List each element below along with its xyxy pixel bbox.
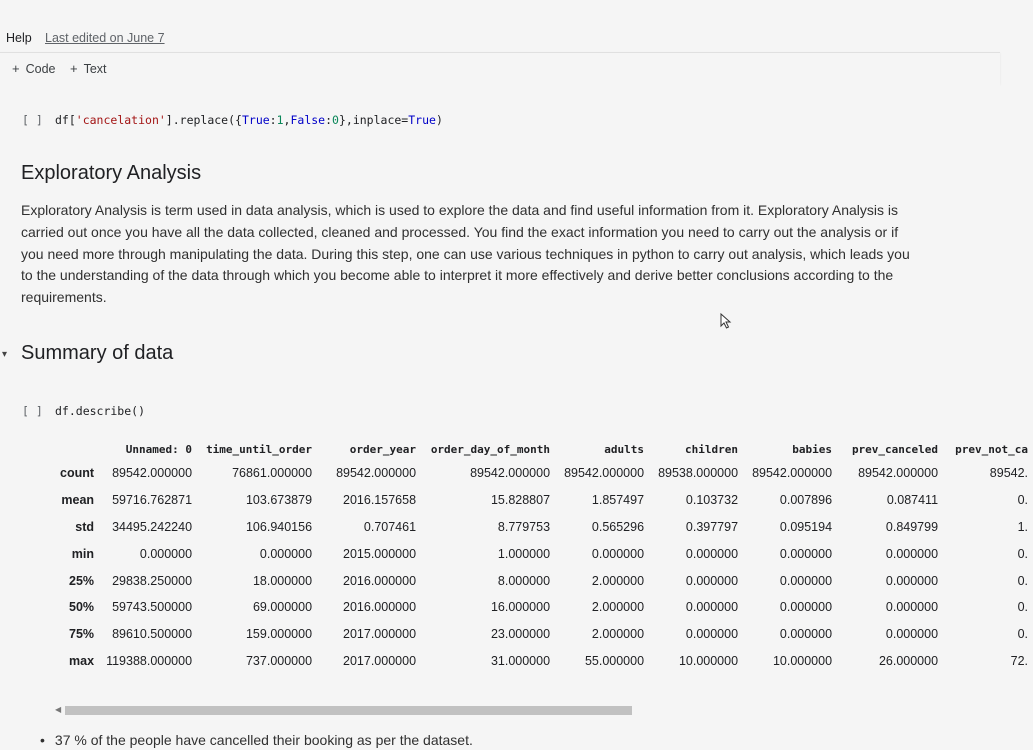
- row-label: 75%: [69, 627, 95, 642]
- table-cell: 89542.000000: [336, 466, 417, 481]
- add-code-button[interactable]: [12, 61, 55, 76]
- table-row: [55, 487, 1033, 514]
- notebook-main: [0, 83, 1029, 750]
- table-cell: 0.: [1017, 627, 1029, 642]
- table-cell: 55.000000: [584, 653, 645, 668]
- column-header: prev_not_ca: [955, 442, 1029, 456]
- table-row: [55, 540, 1033, 567]
- code-token: :: [325, 113, 333, 127]
- row-label: min: [71, 546, 95, 561]
- plus-icon: +: [70, 61, 78, 76]
- bullet-text: 37 % of the people have cancelled their booking as per the dataset.: [54, 732, 473, 748]
- table-cell: 89542.000000: [470, 466, 551, 481]
- table-cell: 31.000000: [490, 653, 551, 668]
- code-cell-describe[interactable]: [0, 404, 1000, 428]
- table-cell: 2015.000000: [343, 546, 417, 561]
- code-token-string: 'cancelation': [75, 113, 166, 127]
- table-cell: 72.: [1010, 653, 1029, 668]
- table-cell: 0.095194: [779, 519, 833, 534]
- table-cell: 59716.762871: [112, 493, 193, 508]
- table-cell: 0.000000: [259, 546, 313, 561]
- table-cell: 0.000000: [779, 627, 833, 642]
- table-cell: 8.779753: [497, 519, 551, 534]
- table-cell: 15.828807: [490, 493, 551, 508]
- horizontal-scrollbar[interactable]: [55, 704, 637, 716]
- table-cell: 0.849799: [885, 519, 939, 534]
- row-label: std: [75, 519, 95, 534]
- table-row: [55, 648, 1033, 675]
- table-cell: 2.000000: [591, 627, 645, 642]
- table-cell: 1.: [1017, 519, 1029, 534]
- table-cell: 0.000000: [685, 600, 739, 615]
- table-cell: 29838.250000: [112, 573, 193, 588]
- row-label: count: [60, 466, 95, 481]
- code-editor[interactable]: [55, 113, 443, 127]
- heading-exploratory-analysis: Exploratory Analysis: [21, 162, 202, 184]
- table-cell: 89542.000000: [752, 466, 833, 481]
- menu-help[interactable]: Help: [6, 31, 32, 45]
- row-label: mean: [61, 493, 95, 508]
- table-cell: 0.000000: [885, 573, 939, 588]
- menu-bar: [0, 0, 1000, 52]
- run-cell-button[interactable]: [ ]: [22, 113, 43, 127]
- table-cell: 2016.000000: [343, 600, 417, 615]
- table-cell: 2.000000: [591, 573, 645, 588]
- table-cell: 1.857497: [591, 493, 645, 508]
- table-cell: 0.707461: [363, 519, 417, 534]
- table-row: [55, 567, 1033, 594]
- table-cell: 0.: [1017, 600, 1029, 615]
- describe-output-table: [55, 438, 1033, 674]
- table-cell: 2016.157658: [343, 493, 417, 508]
- table-cell: 0.103732: [685, 493, 739, 508]
- table-cell: 2.000000: [591, 600, 645, 615]
- table-cell: 0.000000: [779, 573, 833, 588]
- table-cell: 69.000000: [252, 600, 313, 615]
- code-token: },inplace=: [338, 113, 409, 127]
- column-header: children: [685, 442, 739, 456]
- code-token-keyword: True: [241, 113, 270, 127]
- add-code-label: Code: [25, 62, 56, 76]
- code-token: df[: [55, 113, 76, 127]
- column-header: Unnamed: 0: [125, 442, 193, 456]
- table-cell: 89542.000000: [564, 466, 645, 481]
- column-header: order_year: [349, 442, 417, 456]
- table-cell: 0.000000: [685, 546, 739, 561]
- table-cell: 8.000000: [497, 573, 551, 588]
- table-cell: 0.: [1017, 493, 1029, 508]
- code-token: ].replace({: [165, 113, 242, 127]
- table-cell: 106.940156: [245, 519, 313, 534]
- column-header: time_until_order: [206, 442, 313, 456]
- table-cell: 0.000000: [685, 573, 739, 588]
- table-cell: 34495.242240: [112, 519, 193, 534]
- bullet-dot: •: [40, 732, 45, 748]
- table-cell: 1.000000: [497, 546, 551, 561]
- row-label: 50%: [69, 600, 95, 615]
- row-label: 25%: [69, 573, 95, 588]
- table-cell: 0.397797: [685, 519, 739, 534]
- code-token: ): [435, 113, 443, 127]
- table-cell: 10.000000: [772, 653, 833, 668]
- table-cell: 119388.000000: [106, 653, 193, 668]
- table-cell: 0.: [1017, 546, 1029, 561]
- bullet-item: [40, 732, 473, 748]
- code-token-keyword: False: [290, 113, 326, 127]
- toolbar: [0, 52, 1000, 84]
- table-cell: 0.000000: [591, 546, 645, 561]
- table-cell: 0.007896: [779, 493, 833, 508]
- code-cell-replace[interactable]: [0, 113, 1000, 137]
- table-cell: 0.000000: [779, 546, 833, 561]
- table-cell: 0.000000: [685, 627, 739, 642]
- mouse-pointer-icon: [720, 313, 732, 329]
- table-cell: 0.000000: [885, 627, 939, 642]
- table-cell: 0.000000: [779, 600, 833, 615]
- exploratory-paragraph: Exploratory Analysis is term used in data analysis, which is used to explore the data and find useful information from it. Exploratory Analysis is carried out once you have all the data collected, cleaned and processed. You find the exact information you need to carry out the analysis or if you need more through manipulating the data. During this step, one can use various techniques in python to carry out analysis, which leads you to the understanding of the data through which you become able to interpret it more effectively and derive better conclusions according to the requirements.: [21, 202, 910, 306]
- row-label: max: [69, 653, 95, 668]
- table-cell: 26.000000: [878, 653, 939, 668]
- table-cell: 159.000000: [245, 627, 313, 642]
- plus-icon: +: [12, 61, 20, 76]
- code-token-number: 0: [332, 113, 339, 127]
- column-header: order_day_of_month: [430, 442, 551, 456]
- code-token: ,: [283, 113, 291, 127]
- table-cell: 59743.500000: [112, 600, 193, 615]
- code-editor[interactable]: df.describe(): [55, 404, 146, 418]
- collapse-section-icon[interactable]: ▾: [2, 349, 8, 360]
- column-header: prev_canceled: [851, 442, 939, 456]
- add-text-label: Text: [83, 62, 107, 76]
- table-cell: 737.000000: [245, 653, 313, 668]
- table-cell: 2017.000000: [343, 627, 417, 642]
- table-cell: 0.087411: [886, 493, 939, 508]
- table-cell: 0.000000: [139, 546, 193, 561]
- table-cell: 89610.500000: [112, 627, 193, 642]
- code-token-number: 1: [276, 113, 284, 127]
- table-header-row: [55, 438, 1033, 460]
- code-token: :: [269, 113, 277, 127]
- table-cell: 76861.000000: [232, 466, 313, 481]
- run-cell-button[interactable]: [ ]: [22, 404, 43, 418]
- table-cell: 0.000000: [885, 600, 939, 615]
- table-cell: 103.673879: [245, 493, 313, 508]
- table-cell: 89542.: [989, 466, 1029, 481]
- table-cell: 89542.000000: [112, 466, 193, 481]
- last-edited-link[interactable]: Last edited on June 7: [45, 31, 165, 45]
- scroll-left-arrow-icon[interactable]: ◀: [55, 705, 62, 714]
- table-cell: 0.000000: [885, 546, 939, 561]
- table-cell: 23.000000: [490, 627, 551, 642]
- column-header: babies: [792, 442, 833, 456]
- table-cell: 10.000000: [678, 653, 739, 668]
- table-row: [55, 621, 1033, 648]
- table-cell: 89542.000000: [858, 466, 939, 481]
- table-row: [55, 460, 1033, 487]
- table-corner-header: [55, 438, 99, 460]
- code-token-keyword: True: [408, 113, 436, 127]
- table-cell: 2017.000000: [343, 653, 417, 668]
- table-cell: 0.565296: [591, 519, 645, 534]
- table-cell: 89538.000000: [658, 466, 739, 481]
- table-cell: 2016.000000: [343, 573, 417, 588]
- add-text-button[interactable]: [70, 61, 107, 76]
- scrollbar-thumb[interactable]: [65, 706, 632, 715]
- table-cell: 16.000000: [490, 600, 551, 615]
- table-cell: 18.000000: [252, 573, 313, 588]
- table-cell: 0.: [1017, 573, 1029, 588]
- table-row: [55, 514, 1033, 541]
- column-header: adults: [604, 442, 645, 456]
- table-row: [55, 594, 1033, 621]
- heading-summary-of-data: Summary of data: [21, 342, 174, 364]
